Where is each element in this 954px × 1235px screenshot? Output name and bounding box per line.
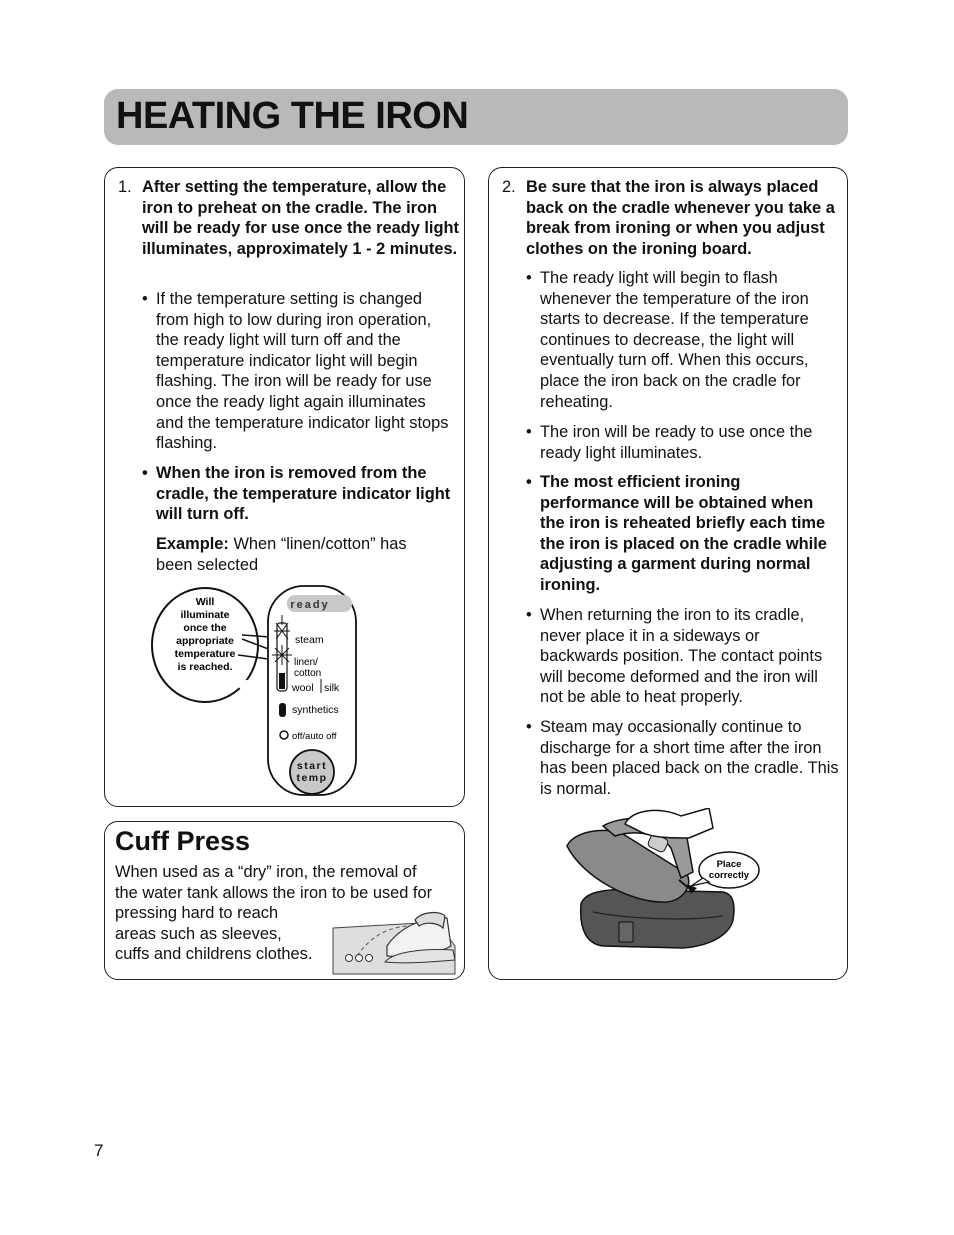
page-title: HEATING THE IRON — [116, 95, 469, 137]
wool-label: wool — [292, 682, 314, 694]
step1 — [118, 177, 460, 259]
step2-bullet-1-text: The ready light will begin to flash whenever the temperature of the iron starts to decrease. If the temperature continues to decrease, the light will eventually turn off. When this occurs, place the iron back on the cradle for reheating. — [540, 269, 809, 411]
cotton-label: cotton — [294, 668, 322, 679]
step2-bullet-2: • The iron will be ready to use once the ready light illuminates. — [526, 423, 813, 462]
step1-bullet-1: • If the temperature setting is changed from high to low during iron operation, the ready light will turn off and the temperature indicator light will begin flashing. The iron will be ready for use once the ready light again illuminates and the temperature indicator light stops flashing. — [142, 290, 449, 453]
cuff-line-2: the water tank allows the iron to be used for — [115, 883, 433, 902]
silk-label: silk — [324, 682, 340, 694]
synthetics-indicator — [279, 703, 286, 717]
step2-bullet-1: • The ready light will begin to flash whenever the temperature of the iron starts to decrease. If the temperature continues to decrease, the light will eventually turn off. When this occurs, place the iron back on the cradle for reheating. — [526, 269, 809, 411]
step2-bullet-4: • When returning the iron to its cradle, never place it in a sideways or backwards position. The contact points will become deformed and the iron will not be able to heat properly. — [526, 606, 823, 707]
step2-heading: Be sure that the iron is always placed back on the cradle whenever you take a break from ironing or when you adjust clothes on the ironing board. — [526, 178, 835, 258]
control-panel-diagram — [150, 583, 360, 798]
step2-bullet-5: • Steam may occasionally continue to discharge for a short time after the iron has been placed back on the cradle. This is normal. — [526, 718, 839, 798]
step1-bullet-2-text: When the iron is removed from the cradle, the temperature indicator light will turn off. — [156, 464, 451, 524]
start-label: start — [296, 760, 328, 772]
cuff-line-4: areas such as sleeves, — [115, 924, 282, 943]
step1-bullet-1-text: If the temperature setting is changed from high to low during iron operation, the ready light will turn off and the temperature indicator light will begin flashing. The iron will be ready for use once the ready light again illuminates and the temperature indicator light stops flashing. — [156, 290, 449, 453]
callout-line-1: Will — [195, 596, 215, 608]
step2-bullet-3-text: The most efficient ironing performance will be obtained when the iron is reheated briefly each time the iron is placed on the cradle while adjusting a garment during normal ironing. — [540, 473, 827, 594]
callout-line-3: once the — [183, 622, 227, 634]
step1-panel — [104, 167, 465, 807]
step1-bullet-2: • When the iron is removed from the cradle, the temperature indicator light will turn off. — [142, 464, 451, 524]
off-auto-label: off/auto off — [292, 731, 337, 742]
off-indicator — [280, 731, 288, 739]
callout-line-4: appropriate — [176, 635, 234, 647]
ready-label: ready — [290, 599, 330, 611]
step2-bullet-2-text: The iron will be ready to use once the ready light illuminates. — [540, 423, 813, 462]
example-text: When “linen/cotton” has been selected — [156, 535, 407, 574]
callout-correctly: correctly — [708, 870, 750, 881]
step2-bullet-3: • The most efficient ironing performance will be obtained when the iron is reheated briefly each time the iron is placed on the cradle while adjusting a garment during normal ironing. — [526, 473, 827, 594]
page-number: 7 — [94, 1141, 104, 1160]
example-line — [156, 534, 446, 575]
step1-number: 1. — [118, 178, 132, 196]
step2 — [502, 177, 844, 259]
step2-bullet-5-text: Steam may occasionally continue to discharge for a short time after the iron has been placed back on the cradle. This is normal. — [540, 718, 839, 798]
cuff-title: Cuff Press — [115, 826, 251, 856]
step1-heading: After setting the temperature, allow the iron to preheat on the cradle. The iron will be ready for use once the ready light illuminates, approximately 1 - 2 minutes. — [142, 178, 459, 258]
cuff-line-5: cuffs and childrens clothes. — [115, 945, 313, 964]
title-banner — [104, 89, 848, 145]
callout-line-2: illuminate — [180, 609, 230, 621]
cuff-line-1: When used as a “dry” iron, the removal of — [115, 863, 417, 881]
example-label: Example: — [156, 535, 229, 553]
synthetics-label: synthetics — [292, 704, 339, 716]
cuff-line-3: pressing hard to reach — [115, 904, 279, 923]
cuff-press-panel — [104, 821, 465, 980]
temp-label: temp — [296, 772, 328, 784]
step2-number: 2. — [502, 178, 516, 196]
steam-label: steam — [295, 634, 324, 646]
linen-label: linen/ — [294, 657, 318, 668]
callout-line-6: is reached. — [177, 661, 233, 673]
callout-place: Place — [716, 859, 742, 870]
callout-line-5: temperature — [174, 648, 236, 660]
step2-panel — [488, 167, 848, 980]
iron-on-cradle-illustration — [563, 808, 763, 973]
step2-bullet-4-text: When returning the iron to its cradle, never place it in a sideways or backwards position. The contact points will become deformed and the iron will not be able to heat properly. — [540, 606, 823, 707]
cuff-press-illustration — [327, 906, 462, 978]
